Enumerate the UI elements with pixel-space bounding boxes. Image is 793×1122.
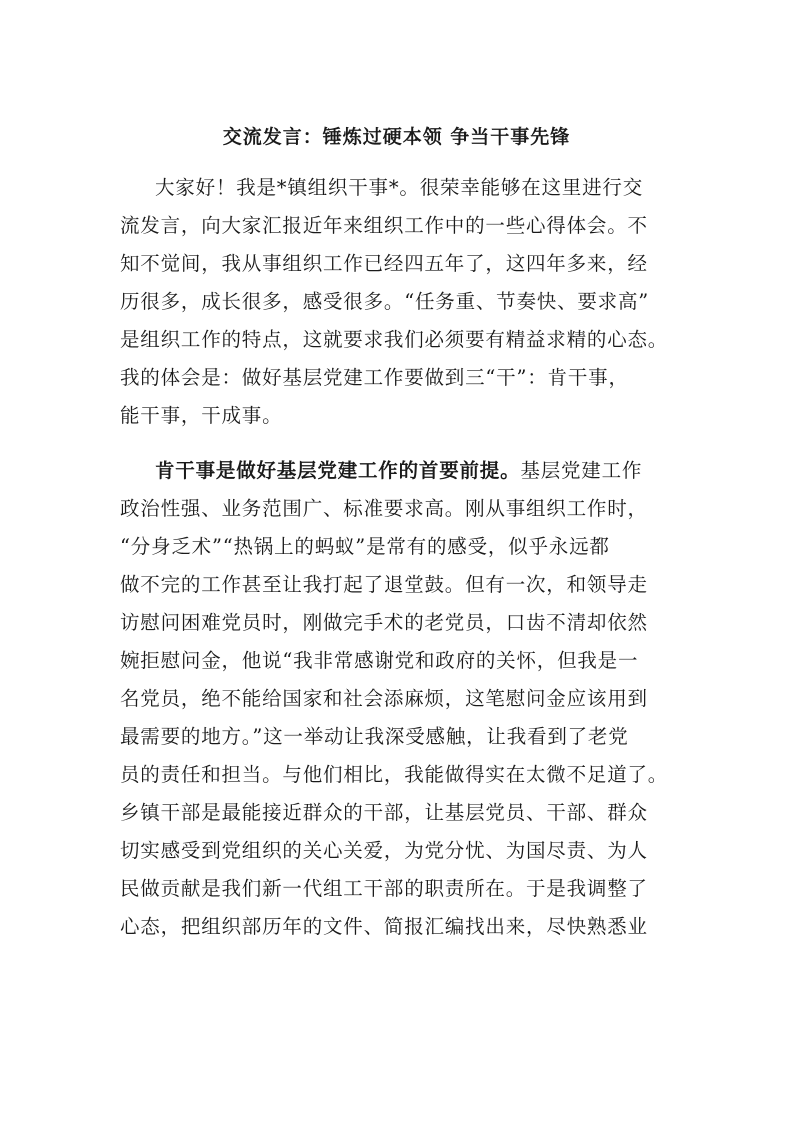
- paragraph-line: 能干事，干成事。: [120, 404, 283, 427]
- paragraph-line: 政治性强、业务范围广、标准要求高。刚从事组织工作时，: [120, 497, 648, 520]
- paragraph-line: 大家好！我是*镇组织干事*。很荣幸能够在这里进行交: [155, 176, 644, 199]
- paragraph-line: 历很多，成长很多，感受很多。“任务重、节奏快、要求高”: [120, 290, 650, 313]
- paragraph-lead-sentence: 肯干事是做好基层党建工作的首要前提。: [155, 459, 521, 482]
- paragraph-line: 民做贡献是我们新一代组工干部的职责所在。于是我调整了: [120, 877, 648, 900]
- paragraph-line: 员的责任和担当。与他们相比，我能做得实在太微不足道了。: [120, 763, 669, 786]
- paragraph-line: 做不完的工作甚至让我打起了退堂鼓。但有一次，和领导走: [120, 573, 648, 596]
- paragraph-line: 心态，把组织部历年的文件、简报汇编找出来，尽快熟悉业: [120, 915, 648, 938]
- paragraph-lead-tail: 基层党建工作: [520, 459, 643, 482]
- paragraph-line: “分身乏术”“热锅上的蚂蚁”是常有的感受，似乎永远都: [120, 535, 610, 558]
- paragraph-line: 流发言，向大家汇报近年来组织工作中的一些心得体会。不: [120, 214, 648, 237]
- paragraph-line: 名党员，绝不能给国家和社会添麻烦，这笔慰问金应该用到: [120, 687, 648, 710]
- paragraph-line: 最需要的地方。”这一举动让我深受感触，让我看到了老党: [120, 725, 629, 748]
- paragraph-line: 我的体会是：做好基层党建工作要做到三“干”：肯干事，: [120, 366, 629, 389]
- paragraph-line: 婉拒慰问金，他说“我非常感谢党和政府的关怀，但我是一: [120, 649, 639, 672]
- paragraph-line: 是组织工作的特点，这就要求我们必须要有精益求精的心态。: [120, 328, 669, 351]
- paragraph-line: [155, 461, 642, 481]
- paragraph-line: 知不觉间，我从事组织工作已经四五年了，这四年多来，经: [120, 252, 648, 275]
- document-title: 交流发言：锤炼过硬本领 争当干事先锋: [222, 126, 571, 148]
- paragraph-line: 访慰问困难党员时，刚做完手术的老党员，口齿不清却依然: [120, 611, 648, 634]
- paragraph-line: 切实感受到党组织的关心关爱，为党分忧、为国尽责、为人: [120, 839, 648, 862]
- paragraph-line: 乡镇干部是最能接近群众的干部，让基层党员、干部、群众: [120, 801, 648, 824]
